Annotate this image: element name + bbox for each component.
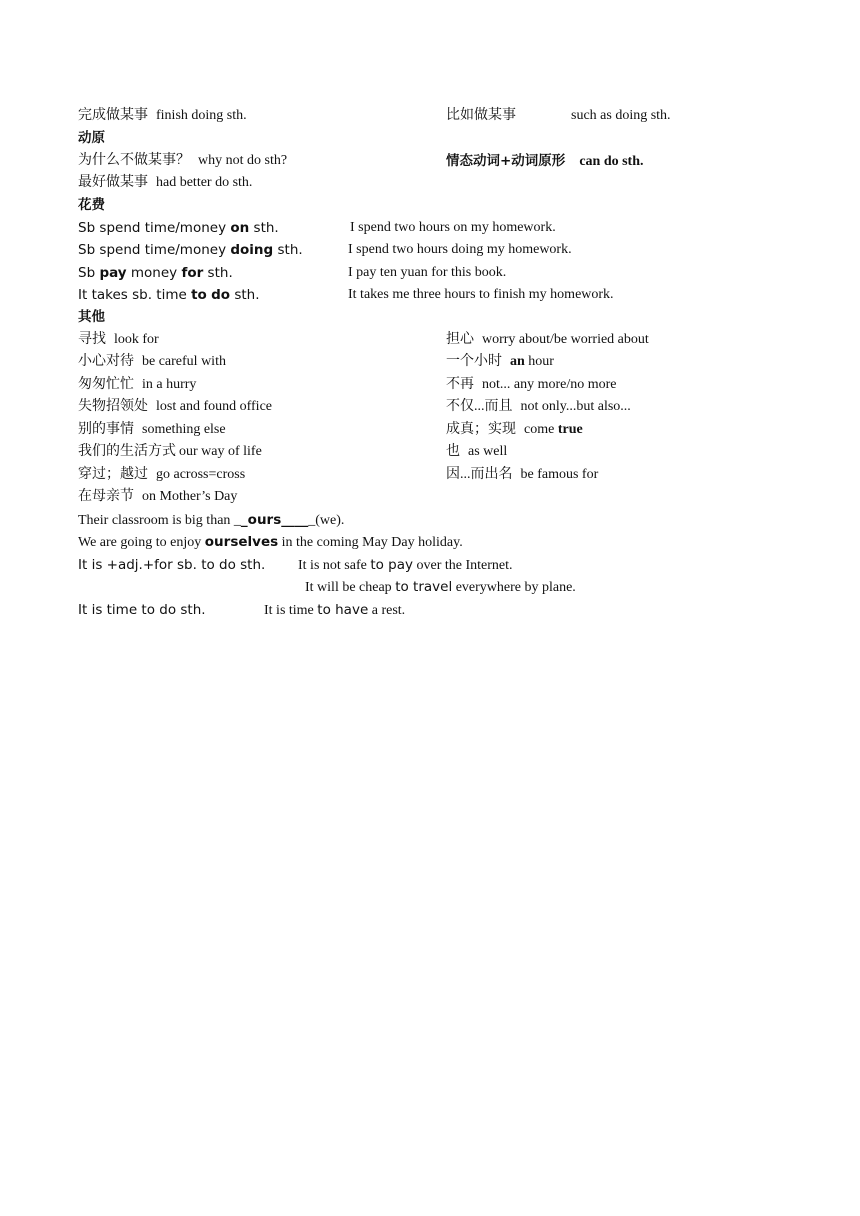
pattern-keyword: for [181, 265, 204, 281]
pattern-text: sth. [273, 242, 303, 258]
phrase-en: our way of life [179, 444, 262, 459]
phrase-cn: 寻找 [78, 332, 106, 347]
section-heading: 动原 [78, 130, 105, 146]
example-sentence [298, 556, 513, 575]
phrase-cn: 在母亲节 [78, 489, 134, 504]
phrase-cn: 匆匆忙忙 [78, 377, 134, 392]
sentence-text: We are going to enjoy [78, 535, 205, 550]
sentence-keyword: to travel [395, 579, 453, 595]
phrase-en: in a hurry [142, 377, 197, 392]
pattern-text: Sb spend time/money [78, 242, 231, 258]
phrase-cn: 成真；实现 [446, 422, 516, 437]
sentence-keyword: _ours____ [240, 512, 309, 528]
phrase-cn: 完成做某事 [78, 108, 148, 123]
phrase-en: had better do sth. [156, 175, 253, 190]
sentence-text: Their classroom is big than _ [78, 513, 241, 528]
pattern-keyword: on [230, 220, 250, 236]
sentence-text: It is not safe [298, 558, 371, 573]
phrase-row [78, 174, 252, 192]
phrase-en: look for [114, 332, 159, 347]
example-sentence [305, 578, 576, 597]
example-sentence: It takes me three hours to finish my homework. [348, 287, 614, 302]
phrase-row [78, 421, 226, 439]
phrase-cn: 一个小时 [446, 354, 502, 369]
section-heading: 花费 [78, 197, 105, 213]
pattern-text: money [126, 265, 182, 281]
phrase-en: be careful with [142, 354, 226, 369]
pattern [78, 286, 260, 304]
phrase-en: be famous for [520, 467, 599, 482]
phrase-row [78, 152, 287, 170]
phrase-en: on Mother’s Day [142, 489, 238, 504]
phrase-row [446, 443, 507, 461]
sentence-text: It will be cheap [305, 580, 396, 595]
phrase-cn: 担心 [446, 332, 474, 347]
example-sentence: I spend two hours doing my homework. [348, 242, 572, 257]
pattern-text: sth. [249, 220, 279, 236]
sentence-text: everywhere by plane. [452, 580, 576, 595]
phrase-row [446, 353, 554, 371]
phrase-row [78, 466, 245, 484]
phrase-en: worry about/be worried about [482, 332, 649, 347]
phrase-en: something else [142, 422, 226, 437]
phrase-cn: 最好做某事 [78, 175, 148, 190]
phrase-row [446, 398, 631, 416]
phrase-cn: 穿过；越过 [78, 467, 148, 482]
section-heading: 其他 [78, 309, 105, 325]
phrase-cn: 不再 [446, 377, 474, 392]
phrase-row [78, 488, 237, 506]
phrase-en: come [524, 422, 558, 437]
pattern-text: It takes sb. time [78, 287, 192, 303]
example-sentence [78, 511, 344, 530]
phrase-cn: 比如做某事 [446, 108, 516, 123]
sentence-keyword: ourselves [204, 534, 279, 550]
phrase-en: go across=cross [156, 467, 246, 482]
phrase-row [78, 376, 196, 394]
phrase-cn: 失物招领处 [78, 399, 148, 414]
sentence-keyword: to have [317, 602, 369, 618]
phrase-cn: 情态动词+动词原形 [446, 153, 566, 169]
sentence-keyword: to pay [370, 557, 414, 573]
pattern: It is time to do sth. [78, 602, 206, 618]
phrase-row [446, 107, 671, 125]
phrase-row [446, 152, 644, 171]
phrase-cn: 别的事情 [78, 422, 134, 437]
phrase-keyword: an [510, 354, 525, 369]
phrase-row [78, 107, 247, 125]
phrase-cn: 也 [446, 444, 460, 459]
pattern-text: Sb spend time/money [78, 220, 231, 236]
pattern: It is +adj.+for sb. to do sth. [78, 557, 266, 573]
phrase-row [78, 398, 272, 416]
phrase-row [78, 331, 159, 349]
phrase-en: lost and found office [156, 399, 272, 414]
pattern [78, 219, 279, 237]
pattern-text: sth. [230, 287, 260, 303]
sentence-text: in the coming May Day holiday. [278, 535, 463, 550]
phrase-cn: 我们的生活方式 [78, 444, 176, 459]
sentence-text: over the Internet. [413, 558, 513, 573]
phrase-en: such as doing sth. [571, 108, 671, 123]
phrase-row [78, 443, 262, 461]
pattern-text: Sb [78, 265, 100, 281]
phrase-row [446, 331, 649, 349]
phrase-en: can do sth. [579, 154, 644, 169]
phrase-cn: 不仅...而且 [446, 399, 513, 414]
example-sentence: I spend two hours on my homework. [350, 220, 556, 235]
phrase-en: hour [524, 354, 554, 369]
sentence-text: It is time [264, 603, 318, 618]
pattern-keyword: pay [99, 265, 127, 281]
phrase-en: not only...but also... [520, 399, 631, 414]
sentence-text: a rest. [368, 603, 406, 618]
pattern-keyword: do [211, 287, 231, 303]
phrase-row [446, 466, 598, 484]
phrase-row [446, 376, 617, 394]
pattern-keyword: doing [230, 242, 274, 258]
example-sentence [78, 533, 463, 552]
pattern [78, 241, 303, 259]
phrase-row [446, 421, 583, 439]
phrase-cn: 因...而出名 [446, 467, 513, 482]
phrase-en: as well [468, 444, 508, 459]
pattern-keyword: to [191, 287, 207, 303]
phrase-row [78, 353, 226, 371]
phrase-en: not... any more/no more [482, 377, 617, 392]
phrase-cn: 小心对待 [78, 354, 134, 369]
sentence-text: _(we). [308, 513, 345, 528]
example-sentence [264, 601, 405, 620]
phrase-en: finish doing sth. [156, 108, 247, 123]
pattern-text: sth. [203, 265, 233, 281]
phrase-cn: 为什么不做某事？ [78, 153, 190, 168]
phrase-keyword: true [557, 422, 583, 437]
pattern [78, 264, 233, 282]
phrase-en: why not do sth? [198, 153, 288, 168]
example-sentence: I pay ten yuan for this book. [348, 265, 507, 280]
